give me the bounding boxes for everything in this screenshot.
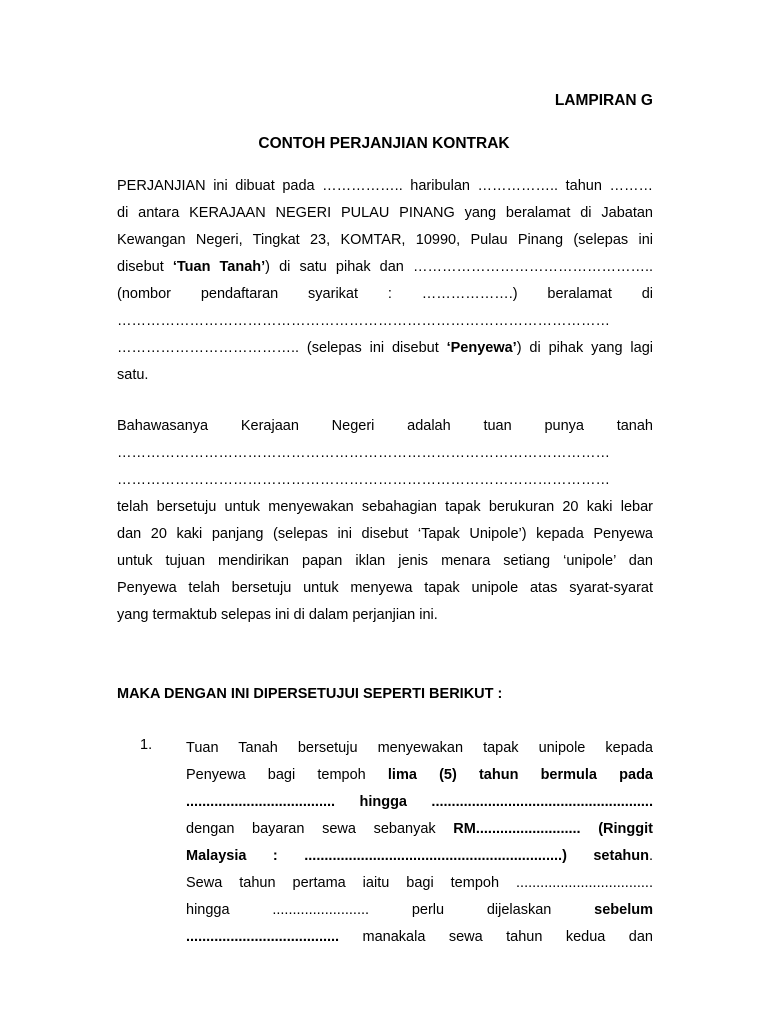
appendix-label: LAMPIRAN G	[554, 92, 653, 109]
para1-line4	[117, 254, 653, 281]
para1-line5: (nombor pendaftaran syarikat : ……………….) beralamat di	[117, 286, 653, 302]
clause1-line5	[186, 843, 653, 870]
clause1-line4	[186, 816, 653, 843]
clause1-line4-a: dengan bayaran sewa sebanyak	[186, 821, 454, 837]
para1-line4-a: disebut	[117, 259, 173, 275]
sebelum-term: sebelum	[594, 902, 653, 918]
para1-line4-c: ) di satu pihak dan …………………………………………..	[265, 259, 653, 275]
para1-line2: di antara KERAJAAN NEGERI PULAU PINANG yang beralamat di Jabatan	[117, 205, 653, 221]
clause-1	[186, 735, 653, 951]
deadline-blank: ......................................	[186, 929, 340, 945]
clause1-line7-c: perlu dijelaskan	[369, 902, 595, 918]
clause1-line2	[186, 762, 653, 789]
para2-line3: …………………………………………………………………………………………	[117, 472, 610, 488]
clause1-line3: ..................................... hingga .......................................................	[186, 794, 653, 810]
clause1-line6-b: ..................................	[516, 875, 653, 891]
para2-line4: telah bersetuju untuk menyewakan sebahagian tapak berukuran 20 kaki lebar	[117, 499, 653, 515]
rent-amount: RM.......................... (Ringgit	[453, 821, 653, 837]
term-duration: lima (5) tahun bermula pada	[387, 767, 653, 783]
whereas-paragraph	[117, 413, 653, 629]
para2-line6: untuk tujuan mendirikan papan iklan jenis menara setiang ‘unipole’ dan	[117, 553, 653, 569]
para2-line1: Bahawasanya Kerajaan Negeri adalah tuan punya tanah	[117, 418, 653, 434]
clause1-line6	[186, 870, 653, 897]
clause1-line5-b: .	[648, 848, 653, 864]
agreement-heading: MAKA DENGAN INI DIPERSETUJUI SEPERTI BERIKUT :	[117, 686, 503, 702]
clause1-line1: Tuan Tanah bersetuju menyewakan tapak unipole kepada	[186, 740, 653, 756]
opening-paragraph	[117, 173, 653, 389]
para2-line7: Penyewa telah bersetuju untuk menyewa tapak unipole atas syarat-syarat	[117, 580, 653, 596]
clause1-line7-b: ........................	[272, 902, 370, 918]
para2-line5: dan 20 kaki panjang (selepas ini disebut ‘Tapak Unipole’) kepada Penyewa	[117, 526, 653, 542]
clause1-line7-a: hingga	[186, 902, 273, 918]
penyewa-term: ‘Penyewa’	[446, 340, 517, 356]
clause1-line8	[186, 924, 653, 951]
clause1-line7	[186, 897, 653, 924]
document-title: CONTOH PERJANJIAN KONTRAK	[258, 135, 510, 152]
clause-number: 1.	[140, 737, 153, 753]
tuan-tanah-term: ‘Tuan Tanah’	[172, 259, 266, 275]
para1-line6: …………………………………………………………………………………………	[117, 313, 610, 329]
para2-line8: yang termaktub selepas ini di dalam perjanjian ini.	[117, 607, 438, 623]
para1-line8: satu.	[117, 367, 149, 383]
clause1-line8-b: manakala sewa tahun kedua dan	[339, 929, 653, 945]
para1-line3: Kewangan Negeri, Tingkat 23, KOMTAR, 10990, Pulau Pinang (selepas ini	[117, 232, 653, 248]
para1-line7	[117, 335, 653, 362]
rent-amount-words: Malaysia : ................................................................) setahun	[186, 848, 649, 864]
clause1-line6-a: Sewa tahun pertama iaitu bagi tempoh	[186, 875, 517, 891]
para1-line7-a: ……………………………….. (selepas ini disebut	[117, 340, 447, 356]
para1-line1: PERJANJIAN ini dibuat pada …………….. haribulan …………….. tahun ………	[117, 178, 653, 194]
clause1-line2-a: Penyewa bagi tempoh	[186, 767, 388, 783]
para1-line7-c: ) di pihak yang lagi	[516, 340, 653, 356]
para2-line2: …………………………………………………………………………………………	[117, 445, 610, 461]
